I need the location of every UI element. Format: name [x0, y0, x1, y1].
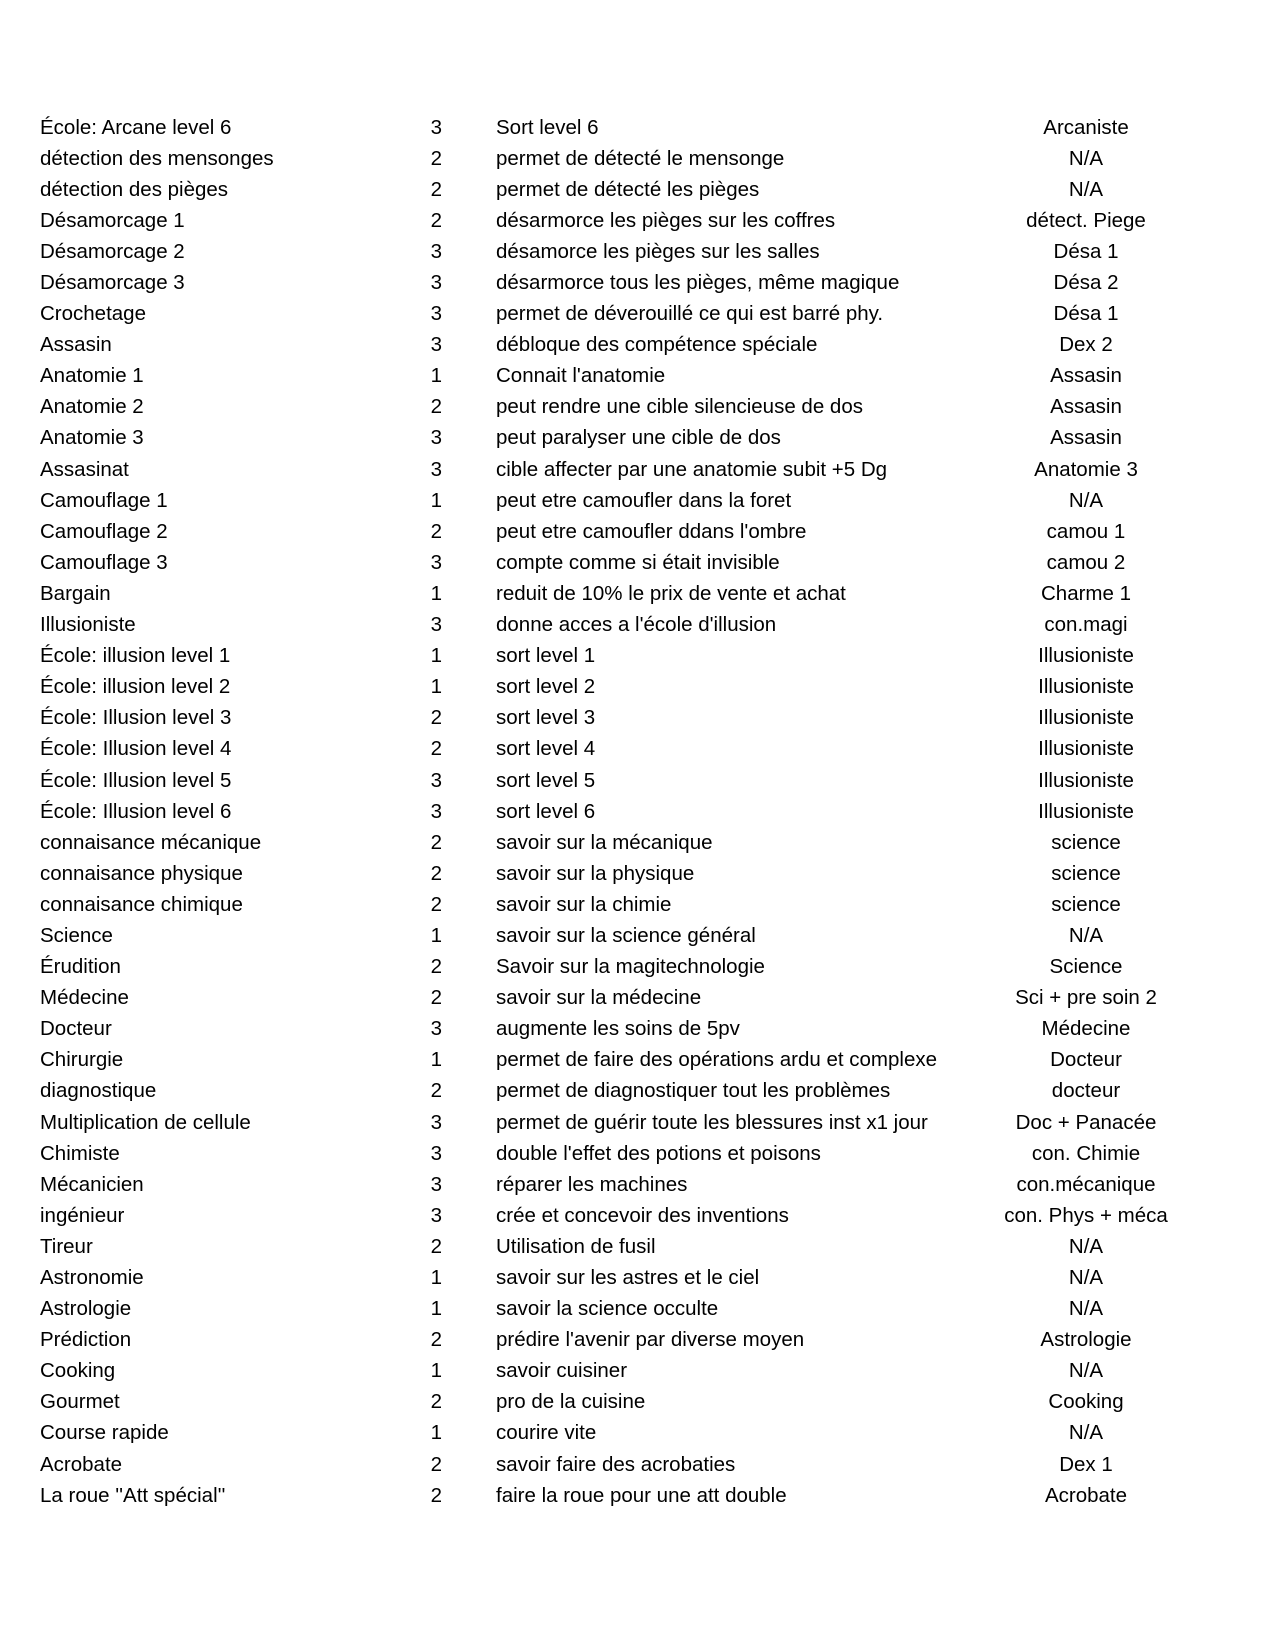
skill-requirement: Médecine	[1041, 1017, 1131, 1041]
skill-description: reduit de 10% le prix de vente et achat	[496, 581, 846, 605]
skill-requirement: Dex 2	[1059, 333, 1113, 357]
skill-name: Bargain	[40, 581, 111, 605]
skill-name: Anatomie 3	[40, 426, 144, 450]
skill-description: sort level 3	[496, 706, 596, 730]
skill-requirement: Illusioniste	[1038, 706, 1134, 730]
skill-name: École: Illusion level 6	[40, 799, 232, 823]
skill-cost: 1	[430, 923, 442, 947]
skill-cost: 2	[430, 395, 442, 419]
table-row	[0, 641, 1275, 672]
skill-requirement: Illusioniste	[1038, 675, 1134, 699]
table-row	[0, 1387, 1275, 1418]
skill-cost: 3	[430, 1141, 442, 1165]
skill-requirement: Acrobate	[1044, 1483, 1128, 1507]
skill-description: savoir sur la science général	[496, 923, 756, 947]
table-row	[0, 485, 1275, 516]
skill-cost: 2	[430, 986, 442, 1010]
skill-name: Assasin	[40, 333, 112, 357]
skill-requirement: science	[1051, 830, 1121, 854]
table-row	[0, 1294, 1275, 1325]
skill-requirement: camou 2	[1046, 550, 1126, 574]
skill-description: savoir sur la mécanique	[496, 830, 713, 854]
skill-description: sort level 2	[496, 675, 596, 699]
table-row	[0, 1138, 1275, 1169]
skill-cost: 1	[430, 644, 442, 668]
skill-description: savoir sur la physique	[496, 861, 695, 885]
skill-cost: 1	[430, 1359, 442, 1383]
skill-name: détection des pièges	[40, 177, 229, 201]
table-row	[0, 796, 1275, 827]
skill-cost: 2	[430, 1390, 442, 1414]
table-row	[0, 454, 1275, 485]
skill-description: permet de diagnostiquer tout les problèmes	[496, 1079, 891, 1103]
skill-cost: 2	[430, 1483, 442, 1507]
skill-description: peut etre camoufler dans la foret	[496, 488, 792, 512]
skill-cost: 3	[430, 799, 442, 823]
skill-name: Multiplication de cellule	[40, 1110, 251, 1134]
table-row	[0, 827, 1275, 858]
skill-name: connaisance mécanique	[40, 830, 262, 854]
skill-requirement: N/A	[1068, 1234, 1104, 1258]
skill-description: savoir sur la médecine	[496, 986, 702, 1010]
skill-cost: 2	[430, 177, 442, 201]
skill-cost: 2	[430, 706, 442, 730]
skill-name: Assasinat	[40, 457, 129, 481]
skill-name: École: Illusion level 4	[40, 737, 232, 761]
table-row	[0, 1356, 1275, 1387]
table-row	[0, 1480, 1275, 1511]
skill-requirement: Charme 1	[1040, 581, 1131, 605]
skill-description: compte comme si était invisible	[496, 550, 780, 574]
skill-requirement: N/A	[1068, 488, 1104, 512]
skill-name: Astronomie	[40, 1266, 144, 1290]
skill-requirement: docteur	[1051, 1079, 1121, 1103]
table-row	[0, 1262, 1275, 1293]
skill-name: Docteur	[40, 1017, 112, 1041]
skill-cost: 3	[430, 426, 442, 450]
skill-requirement: Désa 1	[1053, 302, 1119, 326]
skill-description: sort level 5	[496, 768, 596, 792]
skill-requirement: N/A	[1068, 1359, 1104, 1383]
skill-description: donne acces a l'école d'illusion	[496, 613, 777, 637]
skill-requirement: Docteur	[1050, 1048, 1122, 1072]
skill-name: Gourmet	[40, 1390, 120, 1414]
skill-description: double l'effet des potions et poisons	[496, 1141, 821, 1165]
table-row	[0, 1231, 1275, 1262]
skill-requirement: Anatomie 3	[1034, 457, 1138, 481]
skill-requirement: N/A	[1068, 1297, 1104, 1321]
skill-name: La roue ''Att spécial''	[40, 1483, 226, 1507]
skill-name: Acrobate	[40, 1452, 123, 1476]
skill-requirement: Assasin	[1050, 426, 1122, 450]
skill-requirement: Illusioniste	[1038, 768, 1134, 792]
skill-name: connaisance physique	[40, 861, 243, 885]
skill-description: permet de faire des opérations ardu et complexe	[496, 1048, 938, 1072]
skill-cost: 3	[430, 457, 442, 481]
skill-cost: 2	[430, 1328, 442, 1352]
skill-description: Utilisation de fusil	[496, 1234, 656, 1258]
skill-cost: 3	[430, 239, 442, 263]
skills-table	[0, 112, 1275, 1511]
skill-name: Prédiction	[40, 1328, 132, 1352]
skill-cost: 3	[430, 613, 442, 637]
skill-cost: 3	[430, 1203, 442, 1227]
table-row	[0, 920, 1275, 951]
skill-description: sort level 6	[496, 799, 596, 823]
skill-name: ingénieur	[40, 1203, 125, 1227]
skill-cost: 2	[430, 208, 442, 232]
skill-name: Désamorcage 2	[40, 239, 185, 263]
table-row	[0, 1200, 1275, 1231]
skill-cost: 3	[430, 550, 442, 574]
skill-name: Crochetage	[40, 302, 146, 326]
skill-cost: 2	[430, 892, 442, 916]
skill-cost: 1	[430, 1421, 442, 1445]
skill-description: courire vite	[496, 1421, 597, 1445]
skill-cost: 3	[430, 768, 442, 792]
table-row	[0, 703, 1275, 734]
skill-name: Science	[40, 923, 113, 947]
skill-description: désamorce les pièges sur les salles	[496, 239, 820, 263]
table-row	[0, 330, 1275, 361]
skill-name: Mécanicien	[40, 1172, 144, 1196]
skill-description: permet de détecté les pièges	[496, 177, 760, 201]
skill-requirement: Sci + pre soin 2	[1015, 986, 1157, 1010]
skill-requirement: camou 1	[1046, 519, 1126, 543]
skill-requirement: science	[1051, 892, 1121, 916]
table-row	[0, 205, 1275, 236]
skill-description: savoir la science occulte	[496, 1297, 719, 1321]
skill-cost: 3	[430, 302, 442, 326]
skill-requirement: N/A	[1068, 923, 1104, 947]
table-row	[0, 1418, 1275, 1449]
skill-requirement: Illusioniste	[1038, 644, 1134, 668]
skill-cost: 2	[430, 519, 442, 543]
table-row	[0, 1449, 1275, 1480]
skill-cost: 1	[430, 1048, 442, 1072]
skill-requirement: con. Chimie	[1031, 1141, 1141, 1165]
skill-description: permet de guérir toute les blessures inst x1 jour	[496, 1110, 928, 1134]
skill-cost: 1	[430, 488, 442, 512]
skill-name: Anatomie 1	[40, 364, 144, 388]
skill-requirement: Désa 2	[1053, 271, 1119, 295]
table-row	[0, 1076, 1275, 1107]
table-row	[0, 174, 1275, 205]
table-row	[0, 143, 1275, 174]
skill-name: détection des mensonges	[40, 146, 274, 170]
skill-cost: 3	[430, 333, 442, 357]
skill-description: crée et concevoir des inventions	[496, 1203, 789, 1227]
skill-name: Camouflage 3	[40, 550, 168, 574]
skill-requirement: Science	[1049, 955, 1123, 979]
skill-name: École: Illusion level 3	[40, 706, 232, 730]
skill-cost: 3	[430, 271, 442, 295]
skill-cost: 2	[430, 830, 442, 854]
skill-cost: 3	[430, 115, 442, 139]
table-row	[0, 1169, 1275, 1200]
skill-cost: 1	[430, 581, 442, 605]
skill-description: savoir faire des acrobaties	[496, 1452, 736, 1476]
skill-description: Savoir sur la magitechnologie	[496, 955, 765, 979]
skill-description: pro de la cuisine	[496, 1390, 646, 1414]
skill-cost: 2	[430, 1079, 442, 1103]
table-row	[0, 299, 1275, 330]
skill-name: Médecine	[40, 986, 129, 1010]
skill-description: savoir sur les astres et le ciel	[496, 1266, 760, 1290]
skill-description: cible affecter par une anatomie subit +5 Dg	[496, 457, 888, 481]
skill-cost: 1	[430, 1297, 442, 1321]
skill-description: permet de déverouillé ce qui est barré phy.	[496, 302, 884, 326]
skill-cost: 2	[430, 1452, 442, 1476]
skill-requirement: Doc + Panacée	[1015, 1110, 1157, 1134]
skill-name: École: illusion level 1	[40, 644, 231, 668]
skill-requirement: Désa 1	[1053, 239, 1119, 263]
skill-description: augmente les soins de 5pv	[496, 1017, 740, 1041]
skill-name: diagnostique	[40, 1079, 157, 1103]
skill-name: École: illusion level 2	[40, 675, 231, 699]
skill-cost: 3	[430, 1017, 442, 1041]
skill-requirement: N/A	[1068, 1421, 1104, 1445]
table-row	[0, 952, 1275, 983]
skill-cost: 2	[430, 861, 442, 885]
skill-cost: 1	[430, 364, 442, 388]
skill-requirement: Astrologie	[1040, 1328, 1132, 1352]
skill-requirement: Illusioniste	[1038, 737, 1134, 761]
table-row	[0, 578, 1275, 609]
skill-description: sort level 1	[496, 644, 596, 668]
skill-description: sort level 4	[496, 737, 596, 761]
skill-name: Course rapide	[40, 1421, 169, 1445]
skill-name: connaisance chimique	[40, 892, 243, 916]
skill-requirement: détect. Piege	[1026, 208, 1146, 232]
skill-name: Anatomie 2	[40, 395, 144, 419]
skill-cost: 1	[430, 675, 442, 699]
skill-description: Connait l'anatomie	[496, 364, 666, 388]
skill-cost: 1	[430, 1266, 442, 1290]
skill-description: désarmorce les pièges sur les coffres	[496, 208, 836, 232]
table-row	[0, 392, 1275, 423]
skill-requirement: N/A	[1068, 1266, 1104, 1290]
skill-requirement: Arcaniste	[1043, 115, 1129, 139]
skill-name: Illusioniste	[40, 613, 136, 637]
skill-requirement: con. Phys + méca	[1004, 1203, 1168, 1227]
skill-name: Camouflage 1	[40, 488, 168, 512]
skill-cost: 3	[430, 1172, 442, 1196]
skill-description: prédire l'avenir par diverse moyen	[496, 1328, 805, 1352]
skill-requirement: Illusioniste	[1038, 799, 1134, 823]
skill-description: désarmorce tous les pièges, même magique	[496, 271, 900, 295]
skill-name: Chimiste	[40, 1141, 120, 1165]
skill-name: Désamorcage 1	[40, 208, 185, 232]
skill-name: Chirurgie	[40, 1048, 124, 1072]
skill-cost: 2	[430, 737, 442, 761]
skill-requirement: Assasin	[1050, 364, 1122, 388]
skill-description: peut etre camoufler ddans l'ombre	[496, 519, 807, 543]
table-row	[0, 889, 1275, 920]
skill-cost: 2	[430, 1234, 442, 1258]
skill-description: savoir sur la chimie	[496, 892, 672, 916]
skill-requirement: con.magi	[1044, 613, 1128, 637]
skill-name: Cooking	[40, 1359, 116, 1383]
skill-requirement: Cooking	[1048, 1390, 1124, 1414]
skill-name: Astrologie	[40, 1297, 132, 1321]
table-row	[0, 734, 1275, 765]
skill-requirement: Assasin	[1050, 395, 1122, 419]
table-row	[0, 1107, 1275, 1138]
table-row	[0, 423, 1275, 454]
skill-description: peut paralyser une cible de dos	[496, 426, 781, 450]
skill-cost: 3	[430, 1110, 442, 1134]
skill-description: débloque des compétence spéciale	[496, 333, 818, 357]
table-row	[0, 361, 1275, 392]
skill-requirement: con.mécanique	[1016, 1172, 1156, 1196]
table-row	[0, 112, 1275, 143]
table-row	[0, 236, 1275, 267]
table-row	[0, 516, 1275, 547]
skill-requirement: N/A	[1068, 177, 1104, 201]
skill-description: Sort level 6	[496, 115, 599, 139]
table-row	[0, 267, 1275, 298]
skill-requirement: Dex 1	[1059, 1452, 1113, 1476]
skill-description: réparer les machines	[496, 1172, 688, 1196]
skill-description: faire la roue pour une att double	[496, 1483, 787, 1507]
table-row	[0, 1325, 1275, 1356]
skill-name: École: Illusion level 5	[40, 768, 232, 792]
table-row	[0, 672, 1275, 703]
skill-name: Érudition	[40, 955, 121, 979]
skill-name: Tireur	[40, 1234, 93, 1258]
skill-cost: 2	[430, 146, 442, 170]
skill-description: peut rendre une cible silencieuse de dos	[496, 395, 863, 419]
table-row	[0, 547, 1275, 578]
table-row	[0, 765, 1275, 796]
skill-description: permet de détecté le mensonge	[496, 146, 785, 170]
skill-name: École: Arcane level 6	[40, 115, 232, 139]
skill-cost: 2	[430, 955, 442, 979]
skill-requirement: N/A	[1068, 146, 1104, 170]
skill-name: Désamorcage 3	[40, 271, 185, 295]
table-row	[0, 1045, 1275, 1076]
skill-name: Camouflage 2	[40, 519, 168, 543]
skill-description: savoir cuisiner	[496, 1359, 628, 1383]
table-row	[0, 983, 1275, 1014]
table-row	[0, 610, 1275, 641]
table-row	[0, 858, 1275, 889]
skill-requirement: science	[1051, 861, 1121, 885]
table-row	[0, 1014, 1275, 1045]
